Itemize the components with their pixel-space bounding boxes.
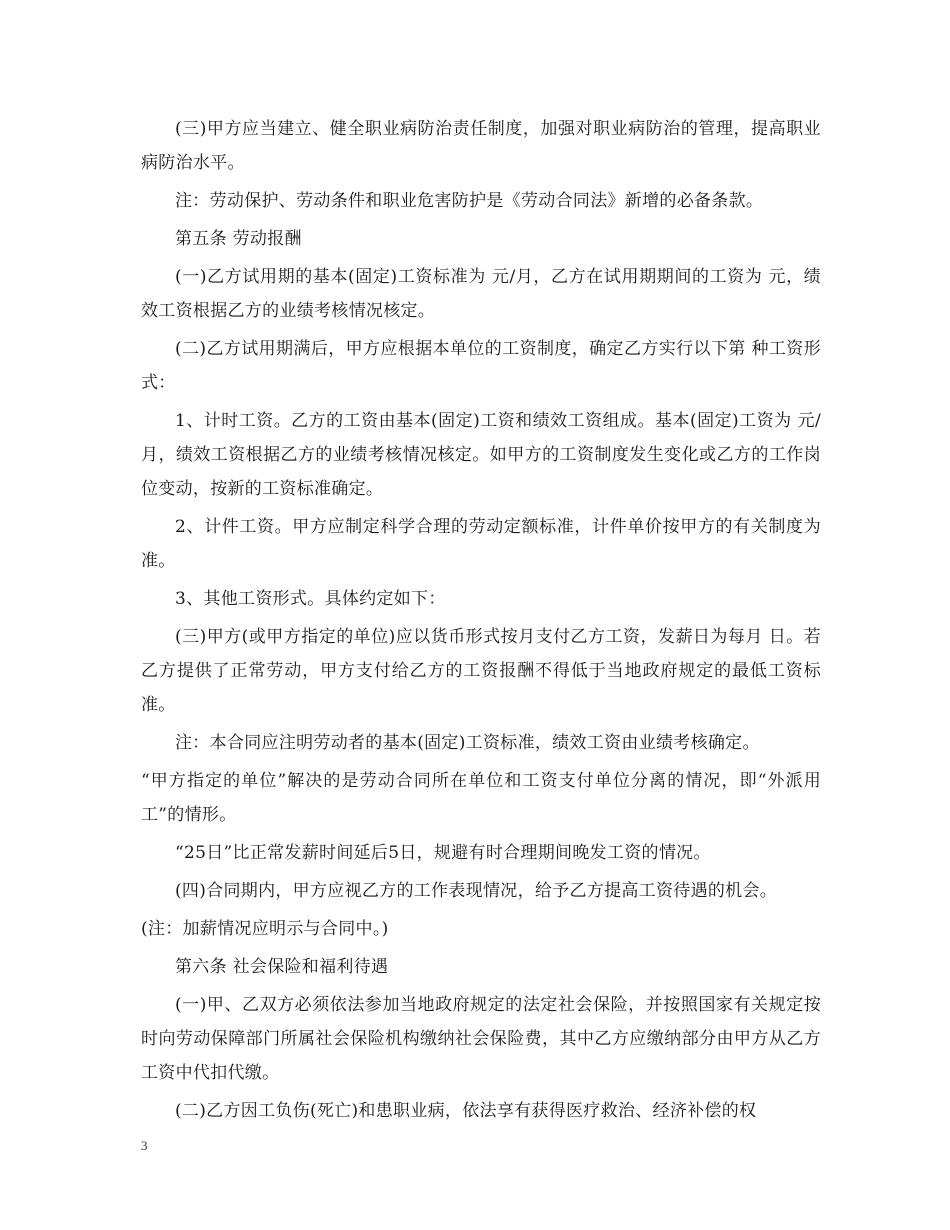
paragraph: (四)合同期内，甲方应视乙方的工作表现情况，给予乙方提高工资待遇的机会。 bbox=[175, 881, 778, 901]
paragraph: (二)乙方因工负伤(死亡)和患职业病，依法享有获得医疗救治、经济补偿的权 bbox=[175, 1101, 757, 1121]
paragraph: (三)甲方(或甲方指定的单位)应以货币形式按月支付乙方工资，发薪日为每月 日。若乙方提供了正常劳动，甲方支付给乙方的工资报酬不得低于当地政府规定的最低工资标准。 bbox=[141, 627, 821, 715]
note-paragraph: (注：加薪情况应明示与合同中。) bbox=[141, 919, 389, 939]
note-paragraph: “甲方指定的单位”解决的是劳动合同所在单位和工资支付单位分离的情况，即“外派用工”的情形。 bbox=[141, 771, 821, 825]
paragraph: (二)乙方试用期满后，甲方应根据本单位的工资制度，确定乙方实行以下第 种工资形式： bbox=[141, 339, 821, 393]
page-number: 3 bbox=[141, 1138, 148, 1153]
paragraph: (一)甲、乙双方必须依法参加当地政府规定的法定社会保险，并按照国家有关规定按时向劳动保障部门所属社会保险机构缴纳社会保险费，其中乙方应缴纳部分由甲方从乙方工资中代扣代缴。 bbox=[141, 995, 821, 1083]
paragraph: (一)乙方试用期的基本(固定)工资标准为 元/月，乙方在试用期期间的工资为 元，绩效工资根据乙方的业绩考核情况核定。 bbox=[141, 267, 821, 321]
note-paragraph: 注：本合同应注明劳动者的基本(固定)工资标准，绩效工资由业绩考核确定。 bbox=[175, 733, 760, 753]
section-heading: 第六条 社会保险和福利待遇 bbox=[175, 957, 389, 977]
section-heading: 第五条 劳动报酬 bbox=[175, 229, 302, 249]
paragraph: 1、计时工资。乙方的工资由基本(固定)工资和绩效工资组成。基本(固定)工资为 元/月，绩效工资根据乙方的业绩考核情况核定。如甲方的工资制度发生变化或乙方的工作岗位变动，按新的工资标准确定。 bbox=[141, 411, 821, 499]
paragraph: 注：劳动保护、劳动条件和职业危害防护是《劳动合同法》新增的必备条款。 bbox=[175, 191, 764, 211]
paragraph: 3、其他工资形式。具体约定如下： bbox=[175, 589, 446, 609]
paragraph: 2、计件工资。甲方应制定科学合理的劳动定额标准，计件单价按甲方的有关制度为准。 bbox=[141, 517, 821, 571]
document-body bbox=[141, 112, 821, 1132]
paragraph: (三)甲方应当建立、健全职业病防治责任制度，加强对职业病防治的管理，提高职业病防治水平。 bbox=[141, 119, 821, 173]
note-paragraph: “25日”比正常发薪时间延后5日，规避有时合理期间晚发工资的情况。 bbox=[175, 843, 711, 863]
